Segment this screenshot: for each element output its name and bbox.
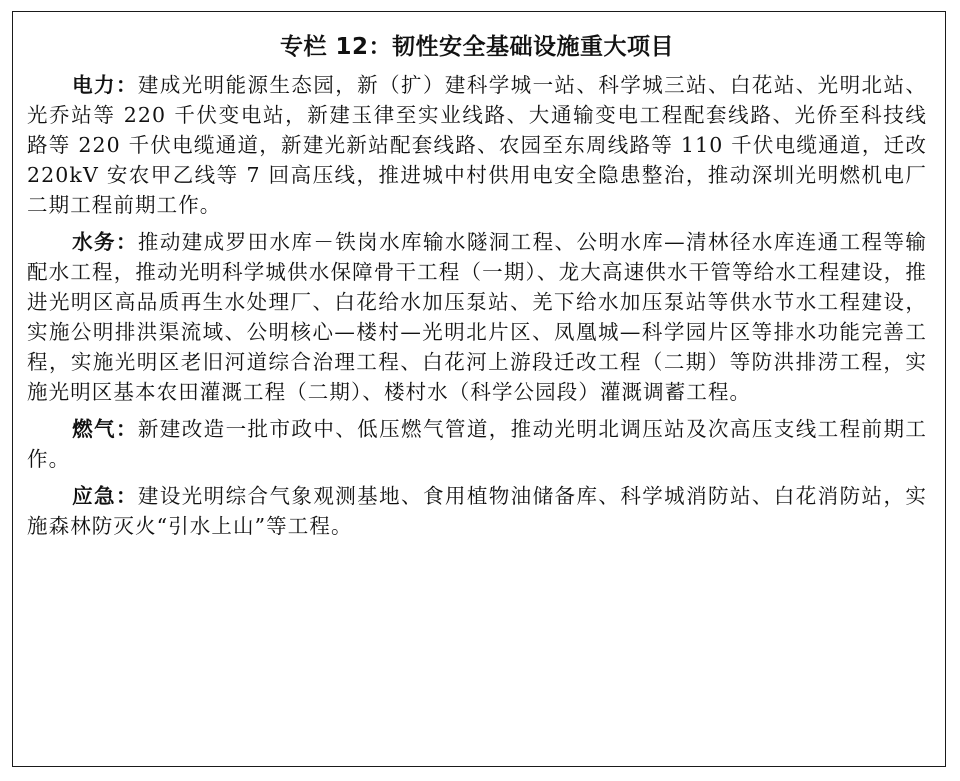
- section-gas-text: 新建改造一批市政中、低压燃气管道，推动光明北调压站及次高压支线工程前期工作。: [27, 417, 927, 471]
- section-emergency: [27, 481, 927, 541]
- section-emergency-label: 应急：: [72, 484, 138, 508]
- project-column-box: [12, 11, 946, 767]
- section-power-text: 建成光明能源生态园，新（扩）建科学城一站、科学城三站、白花站、光明北站、光乔站等 220 千伏变电站，新建玉律至实业线路、大通输变电工程配套线路、光侨至科技线路等 220 千伏电缆通道，新建光新站配套线路、农园至东周线路等 110 千伏电缆通道，迁改 220kV 安农甲乙线等 7 回高压线，推进城中村供用电安全隐患整治，推动深圳光明燃机电厂二期工程前期工作。: [27, 73, 927, 217]
- section-gas-label: 燃气：: [72, 417, 138, 441]
- section-water: [27, 227, 927, 407]
- column-title: 专栏 12：韧性安全基础设施重大项目: [279, 34, 674, 60]
- section-power-label: 电力：: [72, 73, 138, 97]
- section-power: [27, 70, 927, 220]
- section-water-text: 推动建成罗田水库－铁岗水库输水隧洞工程、公明水库—清林径水库连通工程等输配水工程，推动光明科学城供水保障骨干工程（一期）、龙大高速供水干管等给水工程建设，推进光明区高品质再生水处理厂、白花给水加压泵站、羌下给水加压泵站等供水节水工程建设，实施公明排洪渠流域、公明核心—楼村—光明北片区、凤凰城—科学园片区等排水功能完善工程，实施光明区老旧河道综合治理工程、白花河上游段迁改工程（二期）等防洪排涝工程，实施光明区基本农田灌溉工程（二期）、楼村水（科学公园段）灌溉调蓄工程。: [27, 230, 927, 404]
- section-emergency-text: 建设光明综合气象观测基地、食用植物油储备库、科学城消防站、白花消防站，实施森林防灭火“引水上山”等工程。: [27, 484, 927, 538]
- section-gas: [27, 414, 927, 474]
- section-water-label: 水务：: [72, 230, 138, 254]
